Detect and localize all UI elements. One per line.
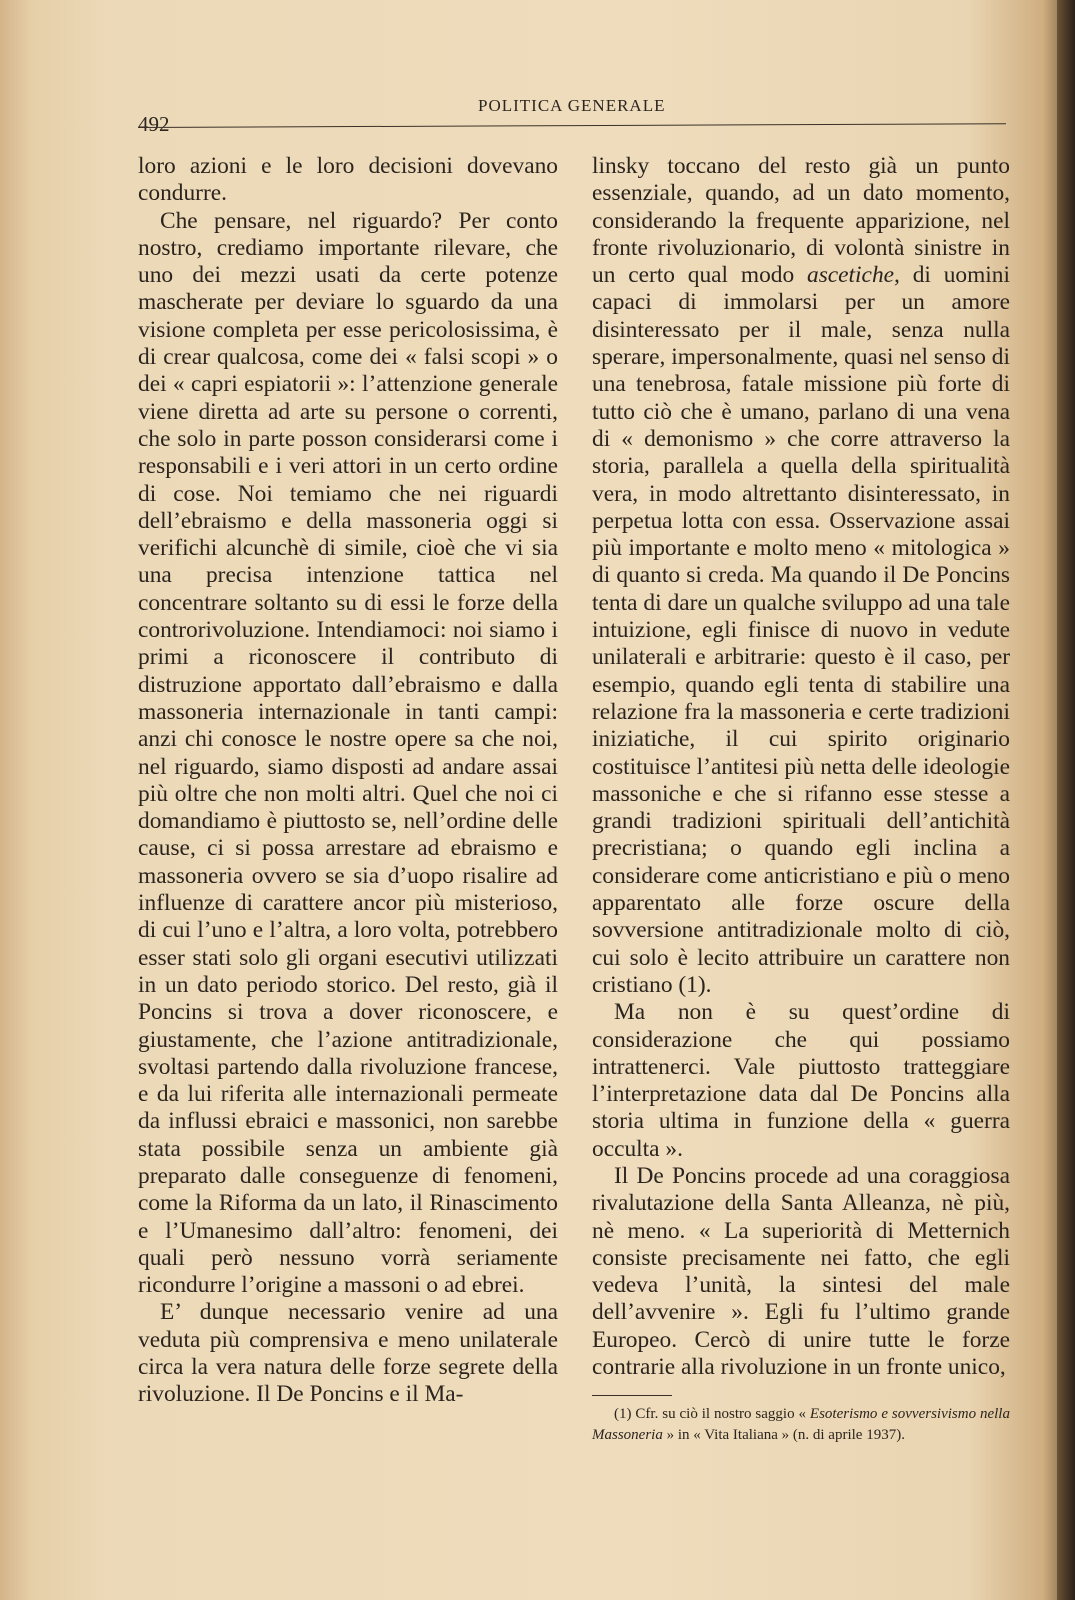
paragraph: E’ dunque necessario venire ad una veduta più comprensiva e meno unilaterale circa la vera natura delle forze segrete della rivoluzione. Il De Poncins e il Ma- <box>138 1299 558 1408</box>
paragraph: Ma non è su quest’ordine di considerazione che qui possiamo intrattenerci. Vale piuttosto tratteggiare l’interpretazione data dal De Poncins alla storia ultima in funzione della « guerra occulta ». <box>592 999 1010 1162</box>
footnote-rule <box>592 1395 672 1396</box>
page-edge-shadow <box>1057 0 1075 1600</box>
footnote-reference: (1). <box>678 971 712 998</box>
paragraph <box>592 153 1010 999</box>
text-run: linsky toccano del resto già un punto essenziale, quando, ad un dato momento, considerando la frequente apparizione, nel fronte rivoluzionario, di volontà sinistre in un certo qual modo <box>592 153 1010 289</box>
italic-text: ascetiche, <box>807 262 900 289</box>
footnote <box>592 1404 1010 1446</box>
page-number: 492 <box>138 112 170 136</box>
footnote-prefix: (1) Cfr. su ciò il nostro saggio « <box>614 1406 810 1423</box>
left-column <box>138 153 558 1409</box>
right-column <box>592 153 1010 1446</box>
running-title: POLITICA GENERALE <box>478 96 666 115</box>
text-run: di uomini capaci di immolarsi per un amore disinteressato per il male, senza nulla sperare, impersonalmente, quasi nel senso di una tenebrosa, fatale missione più forte di tutto ciò che è umano, parlano di una vena di « demonismo » che corre attraverso la storia, parallela a quella della spiritualità vera, in modo altrettanto disinteressato, in perpetua lotta con essa. Osservazione assai più importante e molto meno « mitologica » di quanto si creda. Ma quando il De Poncins tenta di dare un qualche sviluppo ad una tale intuizione, egli finisce di nuovo in vedute unilaterali e arbitrarie: questo è il caso, per esempio, quando egli tenta di stabilire una relazione fra la massoneria e certe tradizioni iniziatiche, il cui spirito originario costituisce l’antitesi più netta delle ideologie massoniche e che si rifanno esse stesse a grandi tradizioni spirituali dell’antichità precristiana; o quando egli inclina a considerare come anticristiano e più o meno apparentato alle forze oscure della sovversione antitradizionale molto di ciò, cui solo è lecito attribuire un carattere non cristiano <box>592 262 1010 998</box>
paragraph: Che pensare, nel riguardo? Per conto nostro, crediamo importante rilevare, che uno dei mezzi usati da certe potenze mascherate per deviare lo sguardo da una visione completa per esse pericolosissima, è di crear qualcosa, come dei « falsi scopi » o dei « capri espiatorii »: l’attenzione generale viene diretta ad arte su persone o correnti, che solo in parte posson considerarsi come i responsabili e i veri attori in un certo ordine di cose. Noi temiamo che nei riguardi dell’ebraismo e della massoneria oggi si verifichi alcunchè di simile, cioè che vi sia una precisa intenzione tattica nel concentrare soltanto su di essi le forze della controrivoluzione. Intendiamoci: noi siamo i primi a riconoscere il contributo di distruzione apportato dall’ebraismo e dalla massoneria internazionale in tanti campi: anzi chi conosce le nostre opere sa che noi, nel riguardo, siamo disposti ad andare assai più oltre che non molti altri. Quel che noi ci domandiamo è piuttosto se, nell’ordine delle cause, ci si possa arrestare ad ebraismo e massoneria ovvero se sia d’uopo risalire ad influenze di carattere ancor più misterioso, di cui l’uno e l’altra, a loro volta, potrebbero esser stati solo gli organi esecutivi utilizzati in un dato periodo storico. Del resto, già il Poncins si trova a dover riconoscere, e giustamente, che l’azione antitradizionale, svoltasi partendo dalla rivoluzione francese, e da lui riferita alle internazionali permeate da influssi ebraici e massonici, non sarebbe stata possibile senza un ambiente già preparato dalle conseguenze di fenomeni, come la Riforma da un lato, il Rinascimento e l’Umanesimo dall’altro: fenomeni, dei quali però nessuno vorrà seriamente ricondurre l’origine a massoni o ad ebrei. <box>138 207 558 1299</box>
paragraph: Il De Poncins procede ad una coraggiosa rivalutazione della Santa Alleanza, nè più, nè meno. « La superiorità di Metternich consiste precisamente nei fatto, che egli vedeva l’unità, la sintesi del male dell’avvenire ». Egli fu l’ultimo grande Europeo. Cercò di unire tutte le forze contrarie alla rivoluzione in un fronte unico, <box>592 1162 1010 1381</box>
footnote-italic: Esoterismo e sovversivismo nella Massoneria <box>592 1406 1010 1444</box>
paragraph: loro azioni e le loro decisioni dovevano condurre. <box>138 153 558 207</box>
page-header <box>138 94 1008 134</box>
footnote-suffix: » in « Vita Italiana » (n. di aprile 1937). <box>662 1427 905 1444</box>
